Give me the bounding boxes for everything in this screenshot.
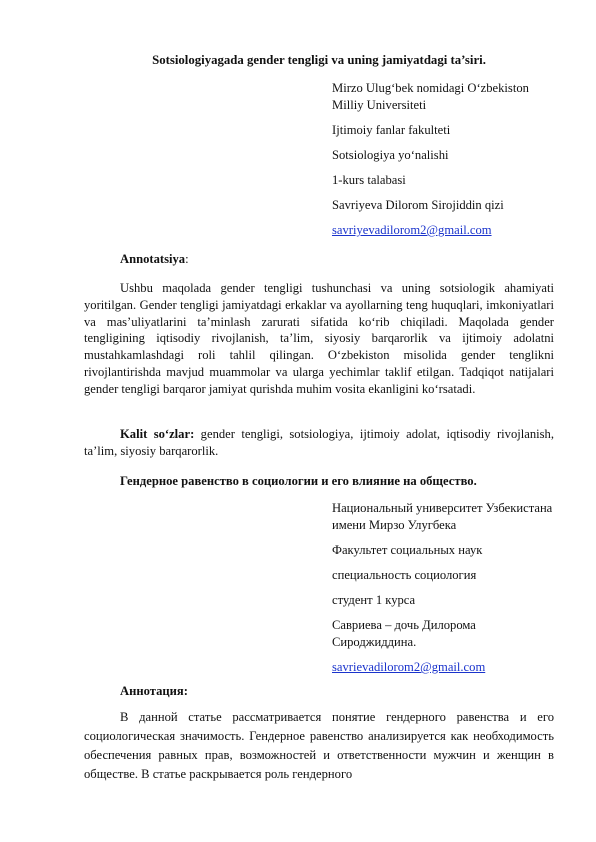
- ru-author-name: Савриева – дочь Дилорома Сироджиддина.: [332, 618, 476, 649]
- uz-keywords-label: Kalit so‘zlar:: [120, 427, 195, 441]
- ru-course: студент 1 курса: [332, 593, 416, 607]
- ru-faculty: Факультет социальных наук: [332, 543, 483, 557]
- uz-annotation-text: Ushbu maqolada gender tengligi tushunchasi va uning sotsiologik ahamiyati yoritilgan. Gender tengligi jamiyatdagi erkaklar va ayollarning teng huquqlari, imkoniyatlari va mas’uliyatlarini ta’minlash zarurati sifatida ko‘rib chiqiladi. Maqolada gender tengligining iqtisodiy rivojlanish, ta’lim, siyosiy barqarorlik va ijtimoiy adolatni mustahkamlashdagi roli tahlil qilingan. O‘zbekiston misolida gender tenglikni rivojlantirishda mavjud muammolar va ularga yechimlar taklif etilgan. Tadqiqot natijalari gender tengligi barqaror jamiyat qurishda muhim vosita ekanligini ko‘rsatadi.: [84, 281, 554, 396]
- ru-university: Национальный университет Узбекистана имени Мирзо Улугбека: [332, 501, 553, 532]
- ru-title: Гендерное равенство в социологии и его влияние на общество.: [120, 474, 477, 488]
- uz-university: Mirzo Ulug‘bek nomidagi O‘zbekiston Milliy Universiteti: [332, 81, 529, 112]
- uz-annotation-heading-text: Annotatsiya: [120, 252, 186, 266]
- uz-title: Sotsiologiyagada gender tengligi va uning jamiyatdagi ta’siri.: [152, 53, 486, 67]
- ru-specialty: специальность социология: [332, 568, 477, 582]
- uz-specialty: Sotsiologiya yo‘nalishi: [332, 148, 449, 162]
- ru-email-link[interactable]: savrievadilorom2@gmail.com: [332, 660, 486, 674]
- uz-faculty: Ijtimoiy fanlar fakulteti: [332, 123, 451, 137]
- ru-author-block: [332, 500, 562, 684]
- uz-keywords: [84, 426, 554, 460]
- ru-annotation-heading: Аннотация:: [120, 684, 188, 698]
- uz-author-block: [332, 80, 562, 247]
- uz-annotation-heading: [120, 252, 189, 267]
- uz-course: 1-kurs talabasi: [332, 173, 406, 187]
- uz-email-link[interactable]: savriyevadilorom2@gmail.com: [332, 223, 492, 237]
- ru-annotation-text: В данной статье рассматривается понятие гендерного равенства и его социологическая значимость. Гендерное равенство анализируется как необходимость обеспечения равных прав, возможностей и ответственности мужчин и женщин в обществе. В статье раскрывается роль гендерного: [84, 710, 554, 781]
- uz-keywords-text: gender tengligi, sotsiologiya, ijtimoiy adolat, iqtisodiy rivojlanish, ta’lim, siyosiy barqarorlik.: [84, 427, 554, 458]
- uz-annotation-colon: :: [185, 252, 189, 266]
- uz-author-name: Savriyeva Dilorom Sirojiddin qizi: [332, 198, 504, 212]
